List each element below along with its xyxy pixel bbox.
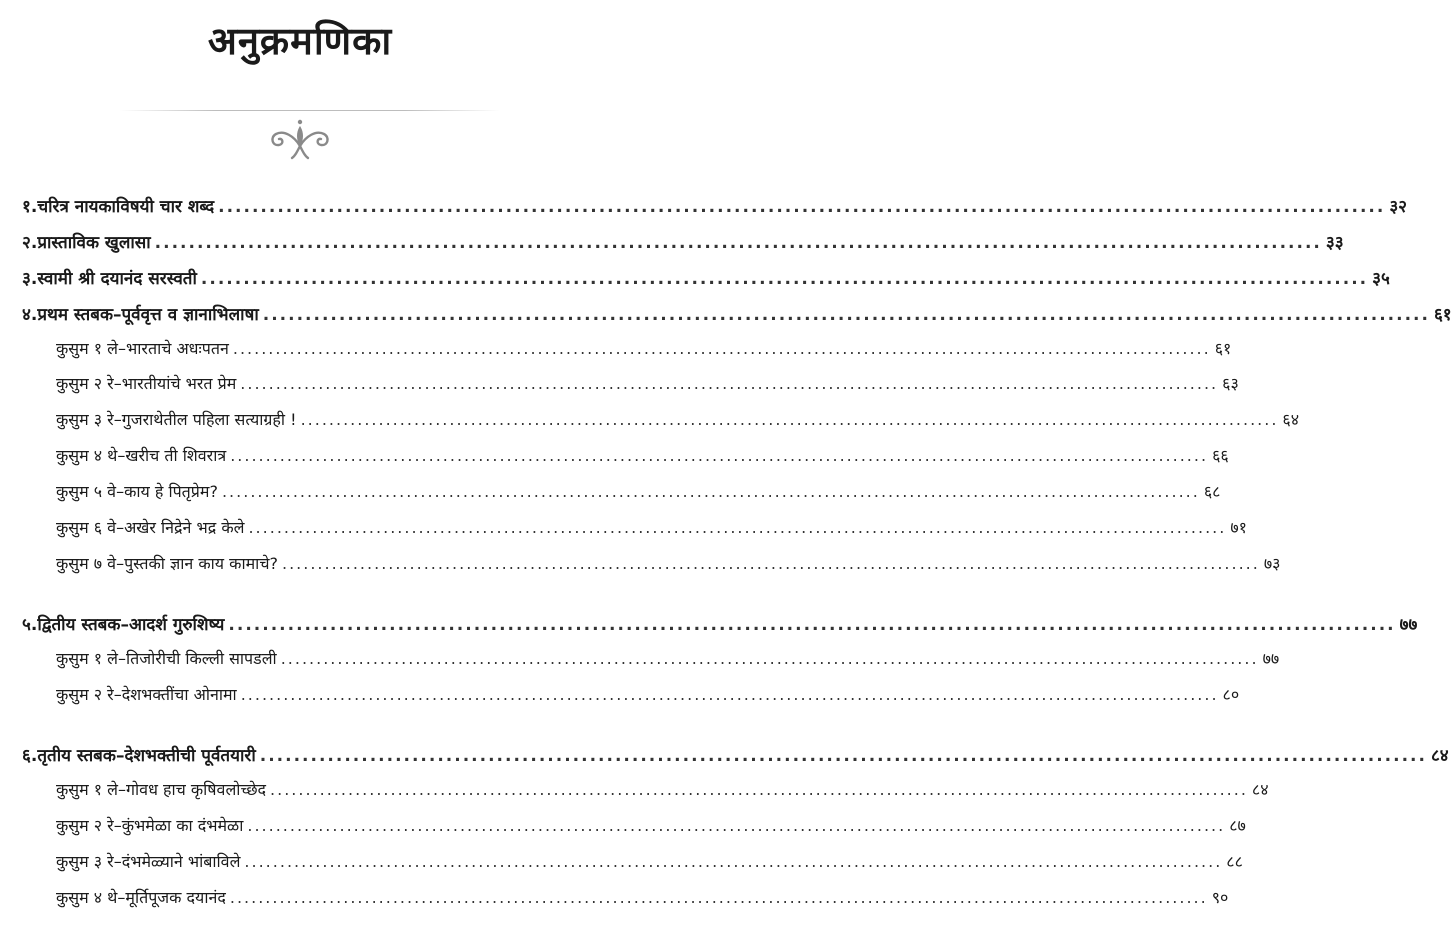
kusum-label: कुसुम ३ रे [56,410,114,429]
kusum-label: कुसुम १ ले [56,780,119,799]
toc-chapter-row[interactable] [0,612,1418,642]
entry-title: काय हे पितृप्रेम? [124,482,218,501]
dot-leader: .......................................................................................................................................... [247,816,1226,835]
entry-title: पुस्तकी ज्ञान काय कामाचे? [124,554,278,573]
page-number: ८४ [1251,780,1269,799]
dash-separator: – [113,410,122,429]
dash-separator: – [116,482,125,501]
page-number: ६६ [1212,446,1229,465]
page-number: ८० [1222,685,1240,704]
chapter-title: प्रास्ताविक खुलासा [37,233,151,253]
dot-leader: .......................................................................................................................................... [244,852,1223,871]
dash-separator: – [116,554,125,573]
toc-sub-row[interactable] [0,372,1239,402]
page-number: ६१ [1433,305,1452,325]
dot-leader: .......................................................................................................................................... [281,554,1260,573]
dot-leader: .......................................................................................................................................... [154,233,1322,253]
page-number: ३३ [1325,233,1344,253]
chapter-number: १. [22,197,38,217]
toc-sub-row[interactable] [0,850,1243,880]
dash-separator: – [118,339,127,358]
page-number: ७१ [1230,518,1247,537]
toc-sub-row[interactable] [0,480,1221,510]
page-number: ३५ [1372,269,1390,289]
kusum-label: कुसुम २ रे [56,685,114,704]
chapter-number: ४. [22,305,38,325]
chapter-title: चरित्र नायकाविषयी चार शब्द [37,197,215,217]
entry-title: तिजोरीची किल्ली सापडली [126,649,277,668]
kusum-label: कुसुम ६ वे [56,518,117,537]
dash-separator: – [116,518,125,537]
section-name: तृतीय स्तबक [37,746,116,766]
chapter-number: ६. [22,746,38,766]
chapter-number: ३. [22,269,38,289]
page-title: अनुक्रमणिका [207,19,393,63]
page-number: ९० [1211,888,1229,907]
dot-leader: .......................................................................................................................................... [259,746,1427,766]
dash-separator: – [113,852,122,871]
dot-leader: .......................................................................................................................................... [262,305,1430,325]
title-divider [120,110,500,111]
toc-sub-row[interactable] [0,683,1240,713]
toc-sub-row[interactable] [0,552,1281,582]
toc-chapter-row[interactable] [0,194,1408,224]
toc-chapter-row[interactable] [0,743,1449,773]
chapter-number: ५. [22,615,38,635]
dash-separator: – [118,649,127,668]
toc-sub-row[interactable] [0,408,1300,438]
dot-leader: .......................................................................................................................................... [240,374,1219,393]
dash-separator: – [113,374,122,393]
toc-sub-row[interactable] [0,886,1229,916]
toc-sub-row[interactable] [0,516,1247,546]
dot-leader: .......................................................................................................................................... [221,482,1200,501]
kusum-label: कुसुम २ रे [56,816,114,835]
toc-sub-row[interactable] [0,778,1269,808]
chapter-number: २. [22,233,38,253]
dot-leader: .......................................................................................................................................... [218,197,1386,217]
entry-title: मूर्तिपूजक दयानंद [125,888,226,907]
page-number: ६८ [1203,482,1221,501]
page-number: ३२ [1389,197,1408,217]
dash-separator: – [117,888,126,907]
entry-title: अखेर निद्रेने भद्र केले [124,518,245,537]
kusum-label: कुसुम ४ थे [56,888,118,907]
floral-ornament-icon [264,116,336,160]
page-number: ६४ [1282,410,1300,429]
dash-separator: – [120,615,129,635]
kusum-label: कुसुम ३ रे [56,852,114,871]
entry-title: भारताचे अधःपतन [126,339,229,358]
dot-leader: .......................................................................................................................................... [232,339,1211,358]
section-name: प्रथम स्तबक [37,305,113,325]
chapter-title: स्वामी श्री दयानंद सरस्वती [37,269,197,289]
toc-chapter-row[interactable] [0,230,1344,260]
dot-leader: .......................................................................................................................................... [300,410,1279,429]
entry-title: कुंभमेळा का दंभमेळा [121,816,244,835]
page-number: ६१ [1214,339,1232,358]
dash-separator: – [113,305,122,325]
dot-leader: .......................................................................................................................................... [280,649,1259,668]
toc-sub-row[interactable] [0,337,1232,367]
page-number: ८४ [1430,746,1449,766]
dash-separator: – [118,780,127,799]
dot-leader: .......................................................................................................................................... [240,685,1219,704]
dash-separator: – [113,816,122,835]
chapter-title: पूर्ववृत्त व ज्ञानाभिलाषा [121,305,259,325]
kusum-label: कुसुम ७ वे [56,554,117,573]
page-number: ७७ [1262,649,1280,668]
dot-leader: .......................................................................................................................................... [248,518,1227,537]
toc-chapter-row[interactable] [0,266,1390,296]
dash-separator: – [117,446,126,465]
toc-sub-row[interactable] [0,814,1246,844]
toc-sub-row[interactable] [0,444,1229,474]
kusum-label: कुसुम १ ले [56,339,119,358]
entry-title: देशभक्तींचा ओनामा [121,685,237,704]
chapter-title: आदर्श गुरुशिष्य [128,615,225,635]
kusum-label: कुसुम ५ वे [56,482,117,501]
kusum-label: कुसुम १ ले [56,649,119,668]
page-number: ६३ [1222,374,1239,393]
entry-title: गोवध हाच कृषिवलोच्छेद [126,780,267,799]
toc-sub-row[interactable] [0,647,1280,677]
entry-title: भारतीयांचे भरत प्रेम [121,374,237,393]
entry-title: खरीच ती शिवरात्र [125,446,227,465]
dot-leader: .......................................................................................................................................... [228,615,1396,635]
chapter-title: देशभक्तीची पूर्वतयारी [124,746,256,766]
kusum-label: कुसुम ४ थे [56,446,118,465]
dot-leader: .......................................................................................................................................... [200,269,1369,289]
entry-title: दंभमेळ्याने भांबाविले [121,852,241,871]
kusum-label: कुसुम २ रे [56,374,114,393]
dot-leader: .......................................................................................................................................... [270,780,1248,799]
entry-title: गुजराथेतील पहिला सत्याग्रही ! [121,410,297,429]
page-number: ८८ [1226,852,1243,871]
dash-separator: – [113,685,122,704]
dot-leader: .......................................................................................................................................... [230,446,1209,465]
page-number: ७७ [1399,615,1418,635]
page-number: ७३ [1263,554,1281,573]
dot-leader: .......................................................................................................................................... [229,888,1208,907]
toc-chapter-row[interactable] [0,302,1452,332]
page-number: ८७ [1229,816,1246,835]
section-name: द्वितीय स्तबक [37,615,121,635]
dash-separator: – [115,746,125,766]
